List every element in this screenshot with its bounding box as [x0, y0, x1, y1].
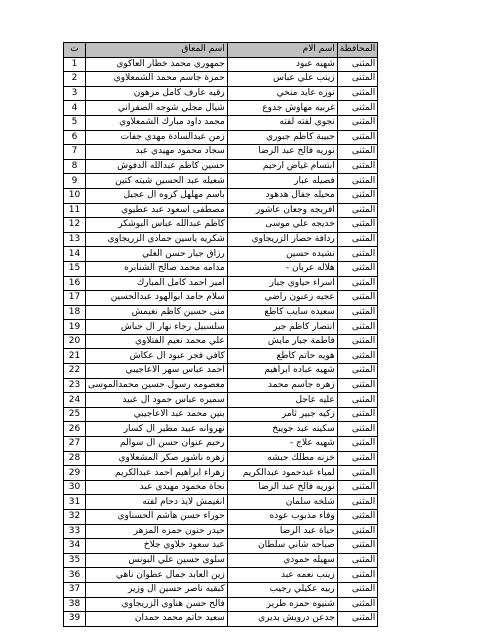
row-governorate-cell: المثنى: [337, 145, 378, 160]
row-mother-cell: انتصار كاظم جبر: [227, 320, 337, 335]
row-governorate-cell: المثنى: [337, 422, 378, 437]
table-row: [64, 349, 378, 364]
row-mother-cell: خزنه مطلك حبشه: [227, 451, 337, 466]
table-row: [64, 130, 378, 145]
row-number-cell: 15: [64, 261, 86, 276]
table-row: [64, 553, 378, 568]
row-governorate-cell: المثنى: [337, 247, 378, 262]
row-mother-cell: جدعن درويش بديري: [227, 612, 337, 627]
row-number-cell: 9: [64, 174, 86, 189]
row-number-cell: 8: [64, 159, 86, 174]
row-name-cell: زين العابد جمال عطوان ناهي: [86, 568, 228, 583]
row-mother-cell: سهيله حمودي: [227, 553, 337, 568]
row-name-cell: محمد داود مبارك الشمعلاوي: [86, 115, 228, 130]
table-row: [64, 393, 378, 408]
row-governorate-cell: المثنى: [337, 101, 378, 116]
row-number-cell: 32: [64, 510, 86, 525]
row-name-cell: شكريه ياسين حمادي الزريجاوي: [86, 232, 228, 247]
row-number-cell: 21: [64, 349, 86, 364]
row-number-cell: 10: [64, 188, 86, 203]
row-number-cell: 29: [64, 466, 86, 481]
row-mother-cell: افريجه وجعان عاشور: [227, 203, 337, 218]
table-body: [64, 57, 378, 626]
table-row: [64, 188, 378, 203]
row-name-cell: سلوى حسين علي البونس: [86, 553, 228, 568]
row-mother-cell: صباحه شاني سلطان: [227, 539, 337, 554]
row-governorate-cell: المثنى: [337, 524, 378, 539]
row-governorate-cell: المثنى: [337, 466, 378, 481]
row-mother-cell: لمياء عبدحمود عبدالكريم: [227, 466, 337, 481]
row-mother-cell: حبيبة كاظم جبوري: [227, 130, 337, 145]
row-governorate-cell: المثنى: [337, 305, 378, 320]
table-row: [64, 320, 378, 335]
row-governorate-cell: المثنى: [337, 612, 378, 627]
row-number-cell: 34: [64, 539, 86, 554]
row-number-cell: 37: [64, 582, 86, 597]
row-governorate-cell: المثنى: [337, 334, 378, 349]
table-row: [64, 174, 378, 189]
table-row: [64, 597, 378, 612]
row-governorate-cell: المثنى: [337, 232, 378, 247]
row-number-cell: 18: [64, 305, 86, 320]
row-governorate-cell: المثنى: [337, 451, 378, 466]
header-governorate: المحافظة: [337, 43, 378, 58]
row-name-cell: رحيم عنوان حسن ال سوالم: [86, 437, 228, 452]
table-row: [64, 232, 378, 247]
row-name-cell: منى حسين كاظم نغيمش: [86, 305, 228, 320]
row-governorate-cell: المثنى: [337, 553, 378, 568]
row-number-cell: 19: [64, 320, 86, 335]
row-governorate-cell: المثنى: [337, 437, 378, 452]
row-governorate-cell: المثنى: [337, 115, 378, 130]
table-row: [64, 612, 378, 627]
row-mother-cell: نوريه فالح عبد الرضا: [227, 145, 337, 160]
row-governorate-cell: المثنى: [337, 568, 378, 583]
row-number-cell: 4: [64, 101, 86, 116]
row-number-cell: 16: [64, 276, 86, 291]
row-number-cell: 26: [64, 422, 86, 437]
table-row: [64, 582, 378, 597]
row-name-cell: رزاق جبار حسن العلي: [86, 247, 228, 262]
row-governorate-cell: المثنى: [337, 291, 378, 306]
row-name-cell: انغيمش لايذ دحام لفته: [86, 495, 228, 510]
row-name-cell: باسم مهلهل كروه ال عجيل: [86, 188, 228, 203]
table-row: [64, 145, 378, 160]
row-name-cell: زمن عبدالسادة مهدي جفات: [86, 130, 228, 145]
row-name-cell: حسين كاظم عبدالله الدفوش: [86, 159, 228, 174]
row-mother-cell: محيله جفال هدهود: [227, 188, 337, 203]
row-mother-cell: نوره عايد منخي: [227, 86, 337, 101]
table-row: [64, 57, 378, 72]
row-name-cell: امير احمد كامل المبارك: [86, 276, 228, 291]
row-mother-cell: خديجه علي موسى: [227, 218, 337, 233]
table-row: [64, 378, 378, 393]
row-name-cell: كاظم عبدالله عباس البوشكر: [86, 218, 228, 233]
row-name-cell: كافي فجر عبود ال عكاش: [86, 349, 228, 364]
row-number-cell: 6: [64, 130, 86, 145]
row-governorate-cell: المثنى: [337, 130, 378, 145]
row-governorate-cell: المثنى: [337, 582, 378, 597]
row-mother-cell: ربيه عكيلي رجيب: [227, 582, 337, 597]
row-governorate-cell: المثنى: [337, 539, 378, 554]
row-mother-cell: هلاله عربان -: [227, 261, 337, 276]
table-row: [64, 451, 378, 466]
row-name-cell: حوراء حسن هاشم الحسناوي: [86, 510, 228, 525]
row-mother-cell: زينب علي عباس: [227, 72, 337, 87]
row-name-cell: سلام حامد ابوالهود عبدالحسين: [86, 291, 228, 306]
row-mother-cell: حياة عبد الرضا: [227, 524, 337, 539]
row-mother-cell: عليه عاجل: [227, 393, 337, 408]
row-mother-cell: سعيده سايب كاطع: [227, 305, 337, 320]
row-number-cell: 12: [64, 218, 86, 233]
row-number-cell: 23: [64, 378, 86, 393]
row-number-cell: 35: [64, 553, 86, 568]
row-number-cell: 24: [64, 393, 86, 408]
table-row: [64, 524, 378, 539]
row-mother-cell: غربيه مهاوش جدوع: [227, 101, 337, 116]
row-number-cell: 30: [64, 480, 86, 495]
row-number-cell: 7: [64, 145, 86, 160]
row-mother-cell: ابتسام غياض ارحيم: [227, 159, 337, 174]
row-name-cell: سلسبيل رجاء نهار ال جباش: [86, 320, 228, 335]
row-mother-cell: شنيوه حمزه طرير: [227, 597, 337, 612]
row-mother-cell: سكينه عبد جويبخ: [227, 422, 337, 437]
row-name-cell: مصطفى اسعود عبد عطيوي: [86, 203, 228, 218]
row-governorate-cell: المثنى: [337, 393, 378, 408]
row-name-cell: كبقيه ناصر حسين ال وزير: [86, 582, 228, 597]
row-number-cell: 36: [64, 568, 86, 583]
row-number-cell: 39: [64, 612, 86, 627]
row-name-cell: زهره ناشور صكر المشعلاوي: [86, 451, 228, 466]
row-name-cell: زهراء ابراهيم احمد عبدالكريم: [86, 466, 228, 481]
row-name-cell: بنين محمد عبد الاعاجيبي: [86, 407, 228, 422]
row-mother-cell: وفاء مذبوب عوده: [227, 510, 337, 525]
table-row: [64, 291, 378, 306]
table-row: [64, 261, 378, 276]
row-governorate-cell: المثنى: [337, 57, 378, 72]
row-governorate-cell: المثنى: [337, 378, 378, 393]
row-number-cell: 3: [64, 86, 86, 101]
table-row: [64, 480, 378, 495]
row-name-cell: جمهوري محمد خطار العاكوي: [86, 57, 228, 72]
header-mother: اسم الام: [227, 43, 337, 58]
row-mother-cell: ردافة حصار الزريجاوي: [227, 232, 337, 247]
row-name-cell: سميره عباس حمود ال عبيد: [86, 393, 228, 408]
row-governorate-cell: المثنى: [337, 480, 378, 495]
row-number-cell: 1: [64, 57, 86, 72]
table-row: [64, 422, 378, 437]
row-mother-cell: فاطمة جبار مايش: [227, 334, 337, 349]
beneficiaries-table: [63, 42, 378, 627]
row-number-cell: 2: [64, 72, 86, 87]
row-name-cell: عبد سعود خلاوي جلاخ: [86, 539, 228, 554]
header-number: ت: [64, 43, 86, 58]
row-governorate-cell: المثنى: [337, 364, 378, 379]
table-header-row: [64, 43, 378, 58]
header-name: اسم المعاق: [86, 43, 228, 58]
row-mother-cell: زينب نعمه عبد: [227, 568, 337, 583]
row-name-cell: احمد عباس سهر الاعاجيبي: [86, 364, 228, 379]
row-governorate-cell: المثنى: [337, 349, 378, 364]
row-governorate-cell: المثنى: [337, 276, 378, 291]
row-name-cell: سجاد محمود مهيدي عبد: [86, 145, 228, 160]
table-row: [64, 203, 378, 218]
row-number-cell: 25: [64, 407, 86, 422]
row-mother-cell: زكيه جبير ثامر: [227, 407, 337, 422]
row-number-cell: 38: [64, 597, 86, 612]
row-name-cell: حمزة جاسم محمد الشمعلاوي: [86, 72, 228, 87]
row-name-cell: معصومه رسول حسين محمدالموسى: [86, 378, 228, 393]
table-row: [64, 218, 378, 233]
row-name-cell: مدامه محمد صالح الشنابره: [86, 261, 228, 276]
table-row: [64, 86, 378, 101]
row-governorate-cell: المثنى: [337, 320, 378, 335]
row-mother-cell: اسراء حياوي جبار: [227, 276, 337, 291]
row-number-cell: 33: [64, 524, 86, 539]
row-mother-cell: زهره جاسم محمد: [227, 378, 337, 393]
row-governorate-cell: المثنى: [337, 407, 378, 422]
table-row: [64, 101, 378, 116]
table-row: [64, 276, 378, 291]
row-governorate-cell: المثنى: [337, 510, 378, 525]
table-row: [64, 305, 378, 320]
row-governorate-cell: المثنى: [337, 72, 378, 87]
table-row: [64, 72, 378, 87]
row-number-cell: 5: [64, 115, 86, 130]
row-number-cell: 20: [64, 334, 86, 349]
row-name-cell: رقيه عارف كامل مرهون: [86, 86, 228, 101]
row-number-cell: 31: [64, 495, 86, 510]
table-row: [64, 568, 378, 583]
row-number-cell: 27: [64, 437, 86, 452]
row-governorate-cell: المثنى: [337, 203, 378, 218]
row-mother-cell: شلخه سلمان: [227, 495, 337, 510]
row-name-cell: شعيله عبد الحسين شيته كتين: [86, 174, 228, 189]
table-row: [64, 510, 378, 525]
table-row: [64, 159, 378, 174]
row-mother-cell: هويه حاتم كاطع: [227, 349, 337, 364]
row-mother-cell: شهيه علاج -: [227, 437, 337, 452]
row-name-cell: حيدر حنون حمزه المزهر: [86, 524, 228, 539]
table-row: [64, 247, 378, 262]
row-number-cell: 11: [64, 203, 86, 218]
row-governorate-cell: المثنى: [337, 174, 378, 189]
row-governorate-cell: المثنى: [337, 495, 378, 510]
row-mother-cell: نوريه فالح عبد الرضا: [227, 480, 337, 495]
row-governorate-cell: المثنى: [337, 261, 378, 276]
row-mother-cell: نشيده حسين: [227, 247, 337, 262]
table-row: [64, 495, 378, 510]
row-number-cell: 22: [64, 364, 86, 379]
table-row: [64, 539, 378, 554]
row-number-cell: 14: [64, 247, 86, 262]
row-mother-cell: فصيله عبار: [227, 174, 337, 189]
row-number-cell: 17: [64, 291, 86, 306]
row-mother-cell: شهيه عباده ابراهيم: [227, 364, 337, 379]
row-number-cell: 28: [64, 451, 86, 466]
row-governorate-cell: المثنى: [337, 218, 378, 233]
row-name-cell: شيال مجلي شوجه الصفراني: [86, 101, 228, 116]
row-mother-cell: شهيه عبود: [227, 57, 337, 72]
table-row: [64, 334, 378, 349]
row-governorate-cell: المثنى: [337, 86, 378, 101]
row-name-cell: نجاة محمود مهيدي عبد: [86, 480, 228, 495]
row-name-cell: علي محمد نعيم الفتلاوي: [86, 334, 228, 349]
row-name-cell: سعيد حاتم محمد حمدان: [86, 612, 228, 627]
row-governorate-cell: المثنى: [337, 597, 378, 612]
table-row: [64, 115, 378, 130]
row-governorate-cell: المثنى: [337, 159, 378, 174]
row-mother-cell: نجوى لفته لفته: [227, 115, 337, 130]
row-mother-cell: عجيه زعنون راضي: [227, 291, 337, 306]
row-name-cell: نهروانه عبيد مطير ال كسار: [86, 422, 228, 437]
table-row: [64, 407, 378, 422]
row-number-cell: 13: [64, 232, 86, 247]
row-name-cell: فالح حسن هناوي الزريجاوي: [86, 597, 228, 612]
table-row: [64, 437, 378, 452]
row-governorate-cell: المثنى: [337, 188, 378, 203]
table-row: [64, 466, 378, 481]
table-row: [64, 364, 378, 379]
